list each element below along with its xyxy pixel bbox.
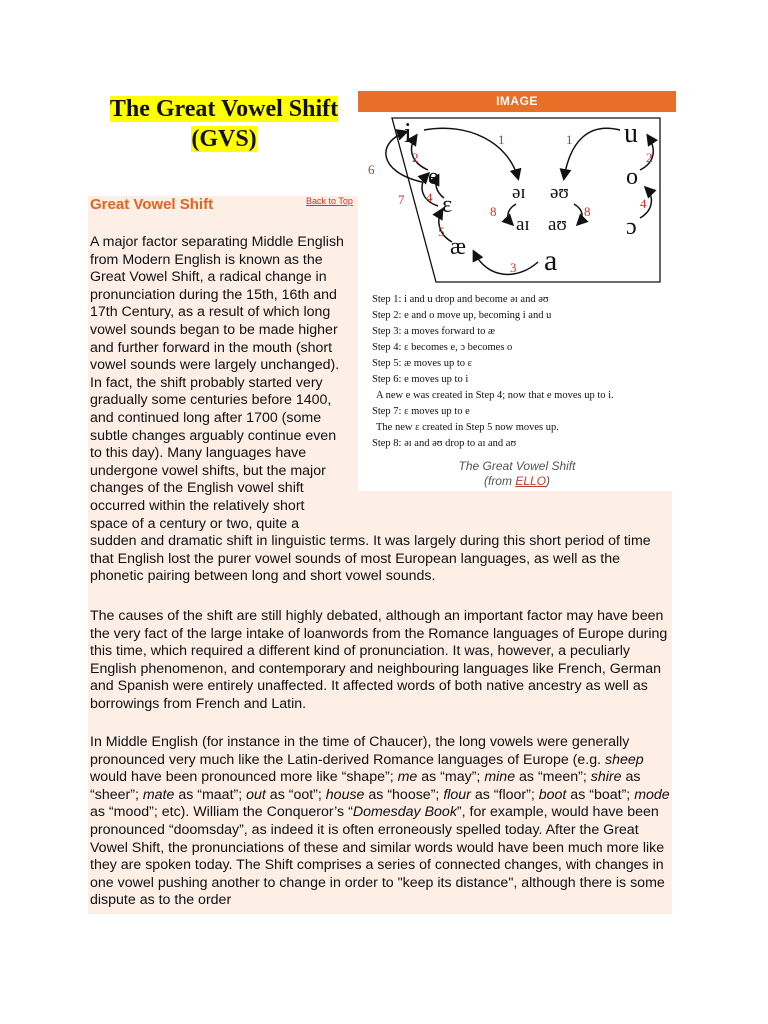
back-to-top-link[interactable]: Back to Top [306, 196, 353, 206]
caption-from: (from [483, 474, 516, 488]
step-number: 8 [490, 204, 497, 219]
example-word: me [397, 769, 418, 786]
example-word: shire [590, 769, 622, 786]
step-number: 5 [438, 224, 445, 239]
title-line-2: (GVS) [191, 126, 257, 152]
step-number: 1 [498, 132, 505, 147]
step-line: Step 3: a moves forward to æ [372, 326, 496, 337]
text-run: would have been pronounced more like “shape”; [90, 769, 398, 786]
text-run: as “mood”; etc). William the Conqueror’s “ [90, 804, 353, 821]
vowel-schwa-i: əɪ [512, 182, 526, 203]
caption-source-link[interactable]: ELLO [515, 474, 547, 488]
step-line: Step 7: ɛ moves up to e [372, 406, 470, 417]
vowel-shift-diagram [358, 112, 676, 454]
text-run: as “may”; [417, 769, 485, 786]
section-heading: Great Vowel Shift [90, 196, 214, 213]
step-line: Step 6: e moves up to i [372, 374, 469, 385]
vowel-a-u: aʊ [548, 214, 567, 235]
step-number: 3 [510, 260, 517, 275]
step-line: Step 4: ɛ becomes e, ɔ becomes o [372, 342, 513, 353]
step-number: 7 [398, 192, 405, 207]
text-run: as “sheer”; [90, 769, 641, 803]
page-title [102, 94, 346, 154]
step-number: 4 [426, 190, 433, 205]
step-number: 2 [412, 150, 419, 165]
text-run: as “meen”; [515, 769, 591, 786]
step-line: The new ɛ created in Step 5 now moves up. [376, 422, 559, 433]
example-word: mine [484, 769, 516, 786]
step-line: A new e was created in Step 4; now that e moves up to i. [376, 390, 614, 401]
step-number: 2 [646, 150, 653, 165]
step-line: Step 8: əɪ and əʊ drop to aɪ and aʊ [372, 438, 517, 449]
paragraph-causes: The causes of the shift are still highly debated, although an important factor may have been the very fact of the large intake of loanwords from the Romance languages of Europe during this time, which required a different kind of pronunciation. It was, however, a peculiarly English phenomenon, and contemporary and neighbouring languages like French, German and Spanish were entirely unaffected. It affected words of both native ancestry as well as borrowings from French and Latin. [90, 608, 668, 712]
step-number: 8 [584, 204, 591, 219]
step-line: Step 2: e and o move up, becoming i and u [372, 310, 552, 321]
text-run: as “hoose”; [364, 786, 444, 803]
vowel-open-o: ɔ [626, 214, 637, 240]
arrow-step8-ei [508, 204, 516, 224]
arrow-step8-eu [574, 204, 582, 224]
step-line: Step 1: i and u drop and become əɪ and əʊ [372, 294, 549, 305]
vowel-u: u [624, 118, 638, 149]
example-word: sheep [605, 751, 644, 768]
example-word: flour [443, 786, 471, 803]
step-number: 1 [566, 132, 573, 147]
paragraph-middle-english [90, 734, 670, 910]
title-line-1: The Great Vowel Shift [109, 96, 339, 122]
vowel-o: o [626, 164, 638, 190]
vowel-a-i: aɪ [516, 214, 530, 235]
step-number: 6 [368, 162, 375, 177]
vowel-a: a [544, 244, 558, 277]
paragraph-intro-text: A major factor separating Middle English from Modern English is known as the Great Vowel Shift, a radical change in pronunciation during the 15th, 16th and 17th Century, as a result of which long vowel sounds began to be made higher and further forward in the mouth (short vowel sounds were largely unchanged). In fact, the shift probably started very gradually some centuries before 1400, and continued long after 1700 (some subtle changes arguably continue even to this day). Many languages have undergone vowel shifts, but the major changes of the English vowel shift occurred within the relatively short space of a century or two, quite a sudden and dramatic shift in linguistic terms. It was largely during this short period of time that English lost the purer vowel sounds of most European languages, as well as the phonetic pairing between long and short vowel sounds. [90, 234, 651, 585]
step-line: Step 5: æ moves up to ɛ [372, 358, 473, 369]
vowel-schwa-u: əʊ [550, 182, 569, 203]
vowel-shift-image [358, 91, 676, 491]
text-run: as “boat”; [566, 786, 635, 803]
text-run: as “floor”; [470, 786, 539, 803]
image-caption [358, 459, 676, 489]
example-word: mate [142, 786, 175, 803]
caption-title: The Great Vowel Shift [458, 459, 576, 473]
image-label-bar: IMAGE [358, 91, 676, 112]
text-run: as “maat”; [174, 786, 247, 803]
step-number: 4 [640, 196, 647, 211]
example-word: mode [634, 786, 670, 803]
vowel-i: i [404, 118, 412, 149]
vowel-open-e: ɛ [442, 192, 453, 218]
vowel-ae: æ [450, 234, 467, 260]
caption-close: ) [546, 474, 551, 488]
steps-list [372, 294, 614, 449]
text-run: as “oot”; [265, 786, 326, 803]
example-word: boot [538, 786, 567, 803]
vowel-e: e [428, 164, 439, 190]
text-run: In Middle English (for instance in the time of Chaucer), the long vowels were generally pronounced very much like the Latin-derived Romance languages of Europe (e.g. [90, 734, 630, 768]
text-run: ”, for example, would have been pronounced “doomsday”, as indeed it is often erroneously spelled today. After the Great Vowel Shift, the pronunciations of these and similar words would have been much more like they are spoken today. The Shift comprises a series of connected changes, with changes in one vowel pushing another to change in order to "keep its distance", although there is some dispute as to the order [90, 804, 665, 909]
arrow-step3 [474, 252, 538, 274]
example-word: Domesday Book [352, 804, 457, 821]
example-word: house [325, 786, 365, 803]
example-word: out [246, 786, 266, 803]
